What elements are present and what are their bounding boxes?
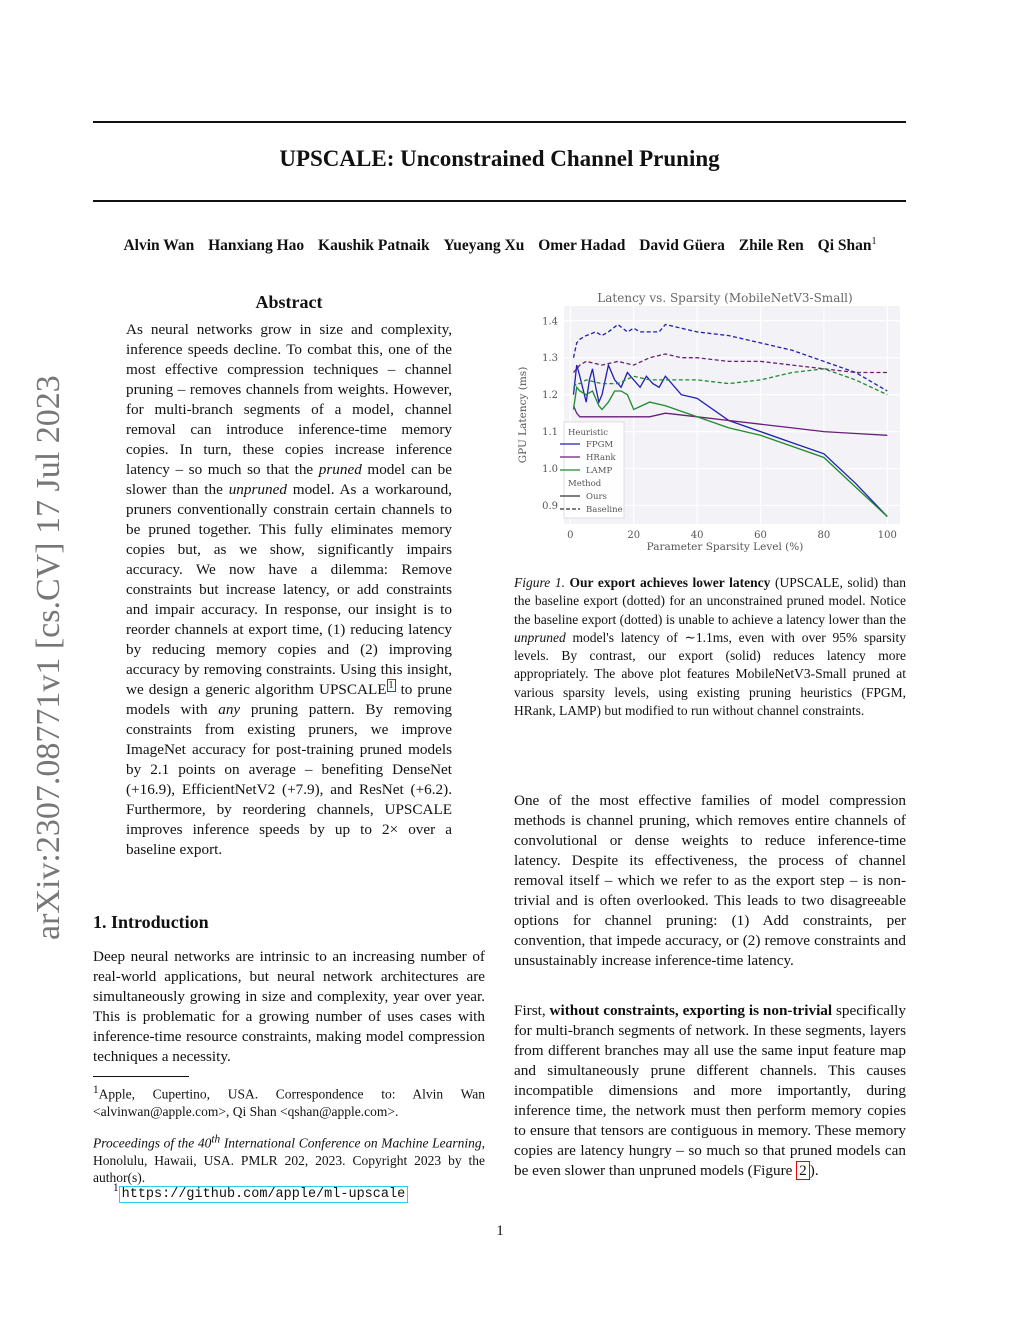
y-tick-label: 1.1 [542, 427, 558, 439]
x-tick-label: 80 [817, 530, 831, 541]
title-rule-top [93, 121, 906, 123]
y-tick-label: 1.2 [542, 390, 558, 402]
author: David Güera [639, 237, 725, 255]
y-axis-label: GPU Latency (ms) [517, 366, 529, 464]
figure-caption: Figure 1. Our export achieves lower latency (UPSCALE, solid) than the baseline export (dotted) for an unconstrained pruned model. Notice the baseline export (dotted) is unable to achieve a latency lower than the unpruned model's latency of ∼1.1ms, even with over 95% sparsity levels. By contrast, our export (solid) reduces latency more appropriately. The above plot features MobileNetV3-Small pruned at various sparsity levels, using existing pruning heuristics (FPGM, HRank, LAMP) but modified to run without channel constraints. [514, 575, 906, 719]
legend-label-fpgm: FPGM [586, 440, 614, 450]
x-tick-label: 20 [627, 530, 641, 541]
figure-ref-link[interactable]: 2 [796, 1161, 810, 1180]
x-tick-label: 0 [567, 530, 574, 541]
x-axis-label: Parameter Sparsity Level (%) [646, 541, 804, 553]
url-footnote: $^1$ https://github.com/apple/ml-upscale [113, 1182, 408, 1202]
footnote-rule [93, 1076, 189, 1077]
github-link[interactable]: https://github.com/apple/ml-upscale [119, 1186, 409, 1203]
chart-title: Latency vs. Sparsity (MobileNetV3-Small) [597, 291, 853, 305]
author: Yueyang Xu [443, 237, 525, 255]
author: Kaushik Patnaik [318, 237, 430, 255]
intro-heading: 1. Introduction [93, 912, 209, 932]
paper-title: UPSCALE: Unconstrained Channel Pruning [279, 146, 720, 171]
legend-method-title: Method [568, 479, 602, 489]
y-tick-label: 1.0 [542, 464, 558, 476]
chart-legend [560, 422, 624, 518]
legend-label-lamp: LAMP [586, 466, 613, 476]
intro-paragraph-right-1: One of the most effective families of model compression methods is channel pruning, which removes entire channels of convolutional or dense weights to reduce inference-time latency. Despite its effectiveness, the process of channel removal itself – which we refer to as the export step – is non-trivial and is often overlooked. This leads to two disagreeable options for channel pruning: (1) Add constraints, per convention, that impede accuracy, or (2) remove constraints and unsustainably increase inference-time latency. [514, 792, 906, 969]
legend-heuristic-title: Heuristic [568, 428, 608, 438]
intro-paragraph-right-2: First, without constraints, exporting is non-trivial specifically for multi-branch segments of network. In these segments, layers from different branches may all use the same input feature map and simultaneously prune different channels. This causes incompatible dimensions and more importantly, during inference time, the network must then perform memory copies to ensure that tensors are contiguous in memory. These memory copies are latency hungry – so much so that pruned models can be even slower than unpruned models (Figure 2 ). [514, 1002, 906, 1179]
x-tick-label: 100 [877, 530, 897, 541]
author-footnote-mark: 1 [871, 236, 877, 247]
author: Zhile Ren [738, 237, 804, 255]
abstract-text: As neural networks grow in size and complexity, inference speeds decline. To combat this, one of the most effective compression techniques – channel pruning – removes channels from weights. However, for multi-branch segments of a model, channel removal can introduce inference-time memory copies. In turn, these copies increase inference latency – so much so that the pruned model can be slower than the unpruned model. As a workaround, pruners conventionally constrain certain channels to be pruned together. This fully eliminates memory copies but, as we show, significantly impairs accuracy. We now have a dilemma: Remove constraints but increase latency, or add constraints and impair accuracy. In response, our insight is to reorder channels at export time, (1) reducing latency by reducing memory copies and (2) improving accuracy by removing constraints. Using this insight, we design a generic algorithm UPSCALE $^1$ to prune models with any pruning pattern. By removing constraints from existing pruners, we improve ImageNet accuracy for post-training pruned models by 2.1 points on average – benefiting DenseNet (+16.9), EfficientNetV2 (+7.9), and ResNet (+6.2). Furthermore, by reordering channels, UPSCALE improves inference speeds by up to 2× over a baseline export. [126, 321, 453, 858]
y-tick-label: 1.3 [542, 353, 558, 365]
title-rule-bottom [93, 200, 906, 202]
y-tick-label: 0.9 [542, 501, 558, 513]
proceedings-note: Proceedings of the 40th International Conference on Machine Learning, Honolulu, Hawaii, USA. PMLR 202, 2023. Copyright 2023 by the author(s). [93, 1133, 485, 1185]
author: Hanxiang Hao [208, 237, 305, 255]
author: Alvin Wan [123, 237, 195, 255]
legend-label-ours: Ours [586, 492, 607, 502]
affiliation-footnote: $^1$Apple, Cupertino, USA. Correspondence to: Alvin Wan <alvinwan@apple.com>, Qi Shan <qshan@apple.com>. [93, 1084, 485, 1119]
legend-label-baseline: Baseline [586, 505, 623, 515]
page-number: 1 [496, 1223, 504, 1239]
author: Omer Hadad [538, 237, 626, 255]
latency-chart [510, 286, 906, 558]
legend-label-hrank: HRank [586, 453, 616, 463]
author-list [60, 236, 940, 255]
x-tick-label: 40 [690, 530, 704, 541]
intro-paragraph: Deep neural networks are intrinsic to an increasing number of real-world applications, but neural network architectures are simultaneously growing in size and complexity, year over year. This is problematic for a growing number of uses cases with inference-time resource constraints, making model compression techniques a necessity. [93, 948, 485, 1065]
x-tick-label: 60 [754, 530, 767, 541]
footnote-link[interactable]: 1 [388, 679, 394, 691]
arxiv-side-stamp: arXiv:2307.08771v1 [cs.CV] 17 Jul 2023 [30, 375, 67, 940]
abstract-heading: Abstract [255, 292, 323, 312]
author: Qi Shan$^1$ [817, 236, 877, 255]
y-tick-label: 1.4 [542, 316, 558, 328]
